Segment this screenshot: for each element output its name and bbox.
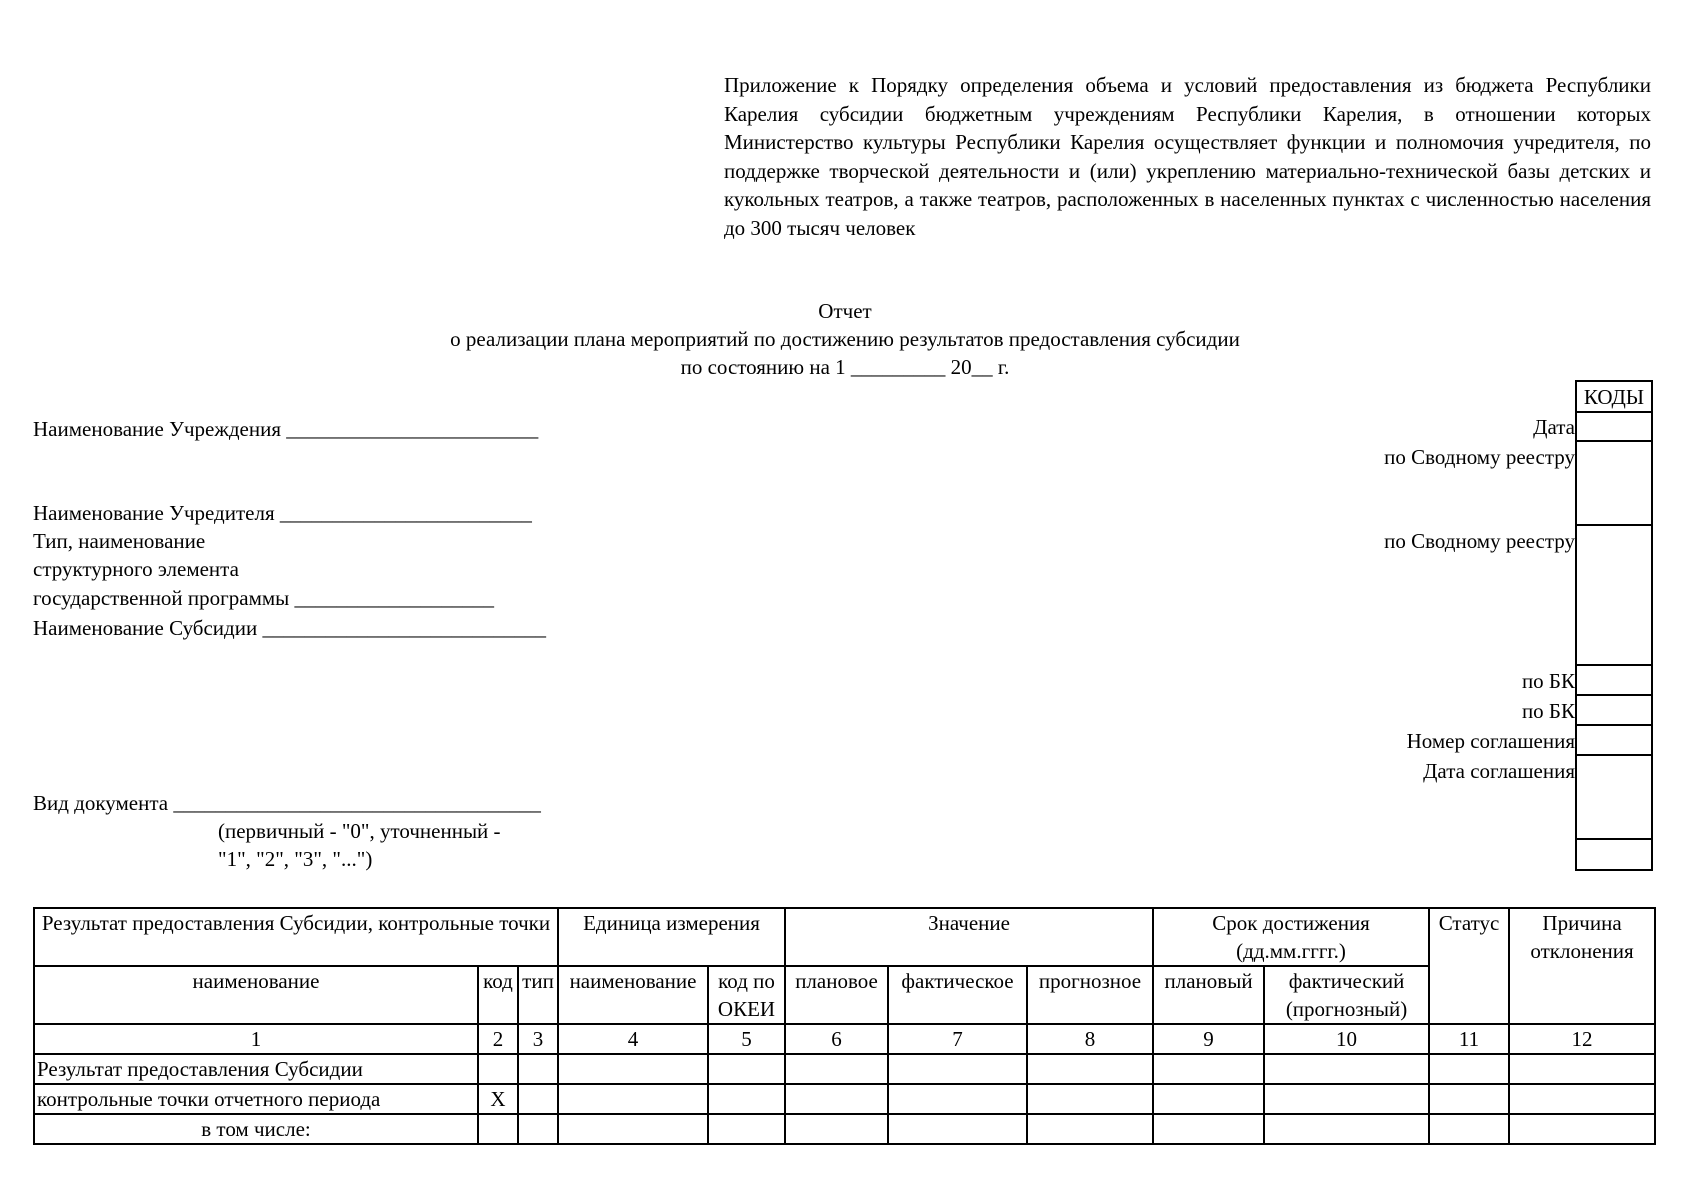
table-cell[interactable] [1429,1084,1509,1114]
table-cell[interactable] [1509,1084,1655,1114]
founder-field: Наименование Учредителя ________________________ [33,501,532,525]
subheader-plan-value: плановое [785,966,888,1024]
document-kind-hint-2: "1", "2", "3", "...") [218,847,373,871]
table-cell[interactable] [785,1114,888,1144]
code-extra-box [1575,838,1653,871]
table-cell[interactable] [888,1054,1027,1084]
header-result: Результат предоставления Субсидии, контрольные точки [34,908,558,966]
results-table [33,907,1656,1145]
code-registry2-box [1575,524,1653,666]
column-number: 7 [888,1024,1027,1054]
code-bk1-label: по БК [1521,669,1575,693]
table-cell[interactable] [518,1114,558,1144]
codes-header: КОДЫ [1575,380,1653,413]
table-cell[interactable] [1027,1054,1153,1084]
code-agreement-date-box [1575,754,1653,840]
column-number: 11 [1429,1024,1509,1054]
table-cell[interactable] [1509,1114,1655,1144]
table-cell[interactable] [1429,1054,1509,1084]
table-cell[interactable] [1153,1054,1264,1084]
table-cell[interactable] [888,1084,1027,1114]
column-number: 3 [518,1024,558,1054]
document-kind-hint-1: (первичный - "0", уточненный - [218,819,501,843]
column-number: 9 [1153,1024,1264,1054]
table-row [34,1114,1655,1144]
header-unit: Единица измерения [558,908,785,966]
table-cell[interactable] [1153,1114,1264,1144]
table-cell[interactable] [708,1084,785,1114]
table-cell[interactable] [708,1114,785,1144]
row-name: Результат предоставления Субсидии [34,1054,478,1084]
row-code [478,1054,518,1084]
report-subtitle: о реализации плана мероприятий по достижению результатов предоставления субсидии [450,327,1240,351]
column-number: 8 [1027,1024,1153,1054]
report-title: Отчет [818,299,872,323]
code-date-label: Дата [1533,415,1575,439]
table-cell[interactable] [1027,1114,1153,1144]
table-row [34,1054,1655,1084]
column-number: 4 [558,1024,708,1054]
type-label-2: структурного элемента [33,557,239,581]
code-registry2-label: по Сводному реестру [1384,529,1575,553]
table-cell[interactable] [888,1114,1027,1144]
code-date-box [1575,411,1653,442]
subheader-term-plan: плановый [1153,966,1264,1024]
row-name: в том числе: [34,1114,478,1144]
table-cell[interactable] [1264,1114,1429,1144]
type-label-1: Тип, наименование [33,529,206,553]
table-cell[interactable] [518,1054,558,1084]
header-term: Срок достижения (дд.мм.гггг.) [1153,908,1429,966]
row-code [478,1114,518,1144]
code-bk1-box [1575,664,1653,696]
code-agreement-no-box [1575,724,1653,756]
subheader-type: тип [518,966,558,1024]
table-row [34,1084,1655,1114]
code-bk2-box [1575,694,1653,726]
code-bk2-label: по БК [1521,699,1575,723]
header-value: Значение [785,908,1153,966]
table-cell[interactable] [558,1114,708,1144]
column-number: 6 [785,1024,888,1054]
subheader-fact-value: фактическое [888,966,1027,1024]
institution-field: Наименование Учреждения ________________________ [33,417,539,441]
document-kind-field: Вид документа ___________________________________ [33,791,541,815]
table-cell[interactable] [558,1054,708,1084]
row-name: контрольные точки отчетного периода [34,1084,478,1114]
column-number: 10 [1264,1024,1429,1054]
code-registry1-label: по Сводному реестру [1384,445,1575,469]
table-cell[interactable] [1027,1084,1153,1114]
report-date-line: по состоянию на 1 _________ 20__ г. [680,355,1010,379]
code-registry1-box [1575,440,1653,526]
table-cell[interactable] [1429,1114,1509,1144]
subsidy-field: Наименование Субсидии ___________________________ [33,616,546,640]
code-agreement-date-label: Дата соглашения [1423,759,1575,783]
program-field: государственной программы ___________________ [33,586,495,610]
subheader-code: код [478,966,518,1024]
table-cell[interactable] [558,1084,708,1114]
header-status: Статус [1429,908,1509,1024]
table-cell[interactable] [785,1054,888,1084]
subheader-forecast-value: прогнозное [1027,966,1153,1024]
column-number: 5 [708,1024,785,1054]
appendix-text: Приложение к Порядку определения объема и условий предоставления из бюджета Республики Карелия субсидии бюджетным учреждениям Республики Карелия, в отношении которых Министерство культуры Республики Карелия осуществляет функции и полномочия учредителя, по поддержке творческой деятельности и (или) укреплению материально-технической базы детских и кукольных театров, а также театров, расположенных в населенных пунктах с численностью населения до 300 тысяч человек [724,73,1651,240]
table-cell[interactable] [708,1054,785,1084]
table-cell[interactable] [1264,1054,1429,1084]
subheader-term-fact: фактический (прогнозный) [1264,966,1429,1024]
table-cell[interactable] [1153,1084,1264,1114]
column-number: 2 [478,1024,518,1054]
column-number: 1 [34,1024,478,1054]
subheader-okei: код по ОКЕИ [708,966,785,1024]
subheader-unit-name: наименование [558,966,708,1024]
table-cell[interactable] [518,1084,558,1114]
table-cell[interactable] [785,1084,888,1114]
subheader-name: наименование [34,966,478,1024]
row-code: X [478,1084,518,1114]
column-number: 12 [1509,1024,1655,1054]
table-cell[interactable] [1264,1084,1429,1114]
table-cell[interactable] [1509,1054,1655,1084]
code-agreement-no-label: Номер соглашения [1406,729,1575,753]
header-reason: Причина отклонения [1509,908,1655,1024]
